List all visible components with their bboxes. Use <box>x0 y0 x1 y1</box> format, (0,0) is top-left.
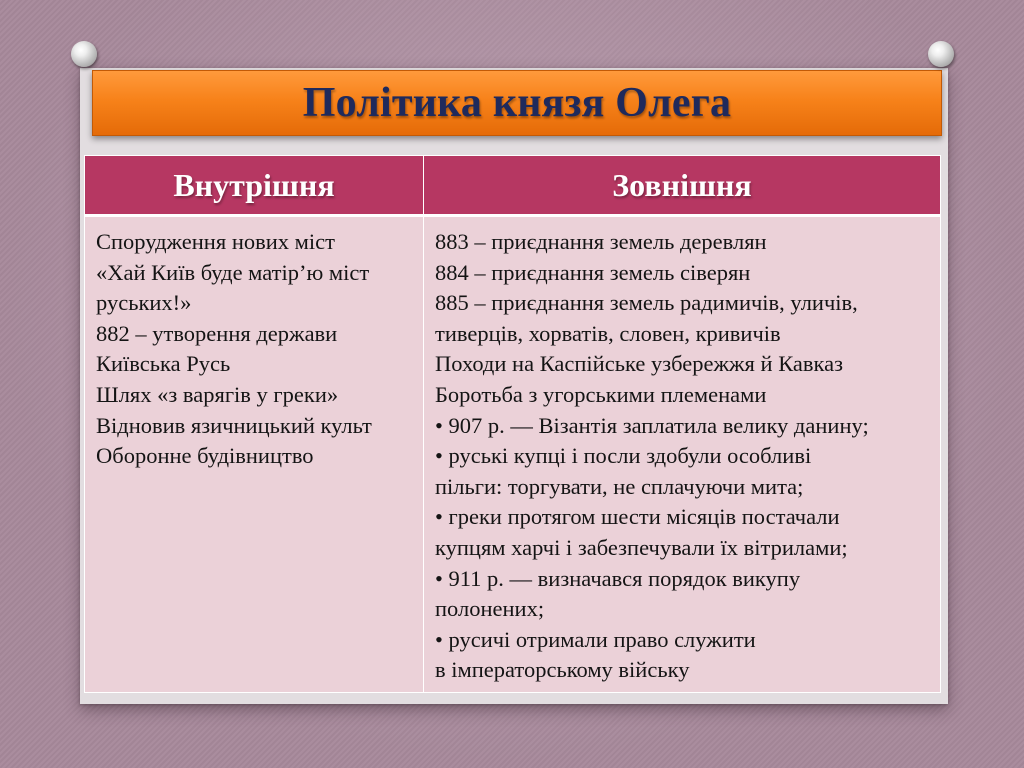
external-line: 885 – приєднання земель радимичів, уличів, <box>435 290 858 316</box>
header-external: Зовнішня <box>424 156 941 216</box>
external-line: Походи на Каспійське узбережжя й Кавказ <box>435 351 843 377</box>
policy-table <box>84 155 941 693</box>
title-banner <box>92 70 942 136</box>
external-line: 884 – приєднання земель сіверян <box>435 259 751 285</box>
internal-line: Шлях «з варягів у греки» <box>96 381 339 407</box>
pushpin-icon <box>928 41 954 67</box>
internal-line: Відновив язичницький культ <box>96 412 372 438</box>
table-header-row <box>85 156 941 216</box>
external-line: Боротьба з угорськими племенами <box>435 381 767 407</box>
internal-line: «Хай Київ буде матір’ю міст <box>96 259 370 285</box>
pushpin-icon <box>71 41 97 67</box>
external-line: • русичі отримали право служити <box>435 626 756 652</box>
external-line: • 907 р. — Візантія заплатила велику данину; <box>435 412 869 438</box>
internal-policy-cell <box>85 216 424 693</box>
external-line: • 911 р. — визначався порядок викупу <box>435 565 801 591</box>
table-row <box>85 216 941 693</box>
external-line: пільги: торгувати, не сплачуючи мита; <box>435 473 804 499</box>
external-line: тиверців, хорватів, словен, кривичів <box>435 320 781 346</box>
external-line: • греки протягом шести місяців постачали <box>435 504 840 530</box>
external-line: • руські купці і посли здобули особливі <box>435 443 812 469</box>
slide-title: Політика князя Олега <box>302 80 732 126</box>
header-internal: Внутрішня <box>85 156 424 216</box>
external-line: в імператорському війську <box>435 657 690 683</box>
external-policy-cell <box>424 216 941 693</box>
external-line: 883 – приєднання земель деревлян <box>435 229 767 254</box>
internal-line: Київська Русь <box>96 351 231 377</box>
internal-line: Спорудження нових міст <box>96 229 335 254</box>
internal-line: руських!» <box>96 290 192 316</box>
internal-line: Оборонне будівництво <box>96 443 314 469</box>
external-line: купцям харчі і забезпечували їх вітрилами; <box>435 534 848 560</box>
internal-line: 882 – утворення держави <box>96 320 338 346</box>
external-line: полонених; <box>435 596 545 622</box>
